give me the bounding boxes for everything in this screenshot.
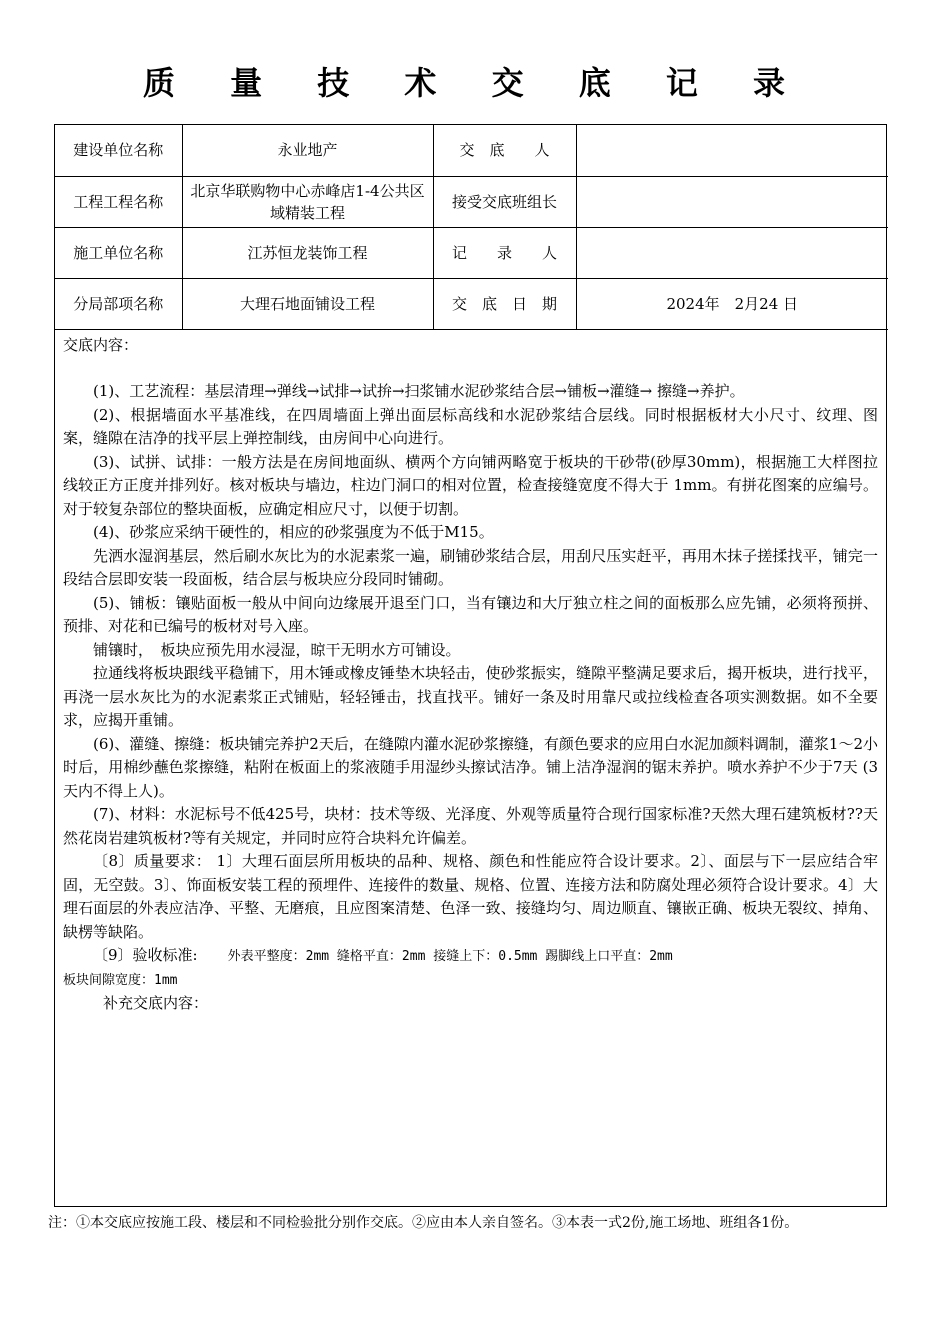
info-table: [55, 125, 888, 330]
value-team-leader: [576, 176, 888, 227]
value-disclosure-date: 2024年 2月24 日: [576, 278, 888, 329]
paragraph: (5)、铺板：镶贴面板一般从中间向边缘展开退至门口，当有镶边和大厅独立柱之间的面板那么应先铺，必须将预拼、预排、对花和已编号的板材对号入座。: [63, 593, 878, 635]
disclosure-content: [55, 330, 886, 1016]
value-recorder: [576, 227, 888, 278]
label-contractor: 施工单位名称: [55, 227, 182, 278]
table-row: [55, 227, 888, 278]
table-row: [55, 125, 888, 176]
label-discloser: 交 底 人: [433, 125, 576, 176]
acceptance-tail: 板块间隙宽度：1mm: [63, 972, 178, 988]
value-sub-project: 大理石地面铺设工程: [182, 278, 433, 329]
value-contractor: 江苏恒龙装饰工程: [182, 227, 433, 278]
paragraph: 先洒水湿润基层，然后刷水灰比为的水泥素浆一遍，刷铺砂浆结合层，用刮尺压实赶平，再用木抹子搓揉找平，铺完一段结合层即安装一段面板，结合层与板块应分段同时铺砌。: [63, 546, 878, 588]
table-row: [55, 278, 888, 329]
disclosure-form: [54, 124, 887, 1207]
value-project-name: 北京华联购物中心赤峰店1-4公共区域精装工程: [182, 176, 433, 227]
value-construction-unit: 永业地产: [182, 125, 433, 176]
paragraph: 〔8〕质量要求： 1〕大理石面层所用板块的品种、规格、颜色和性能应符合设计要求。2〕、面层与下一层应结合牢固，无空鼓。3〕、饰面板安装工程的预埋件、连接件的数量、规格、位置、连接方法和防腐处理必须符合设计要求。4〕大理石面层的外表应洁净、平整、无磨痕，且应图案清楚、色泽一致、接缝均匀、周边顺直、镶嵌正确、板块无裂纹、掉角、缺楞等缺陷。: [63, 852, 878, 941]
supplement-heading: 补充交底内容：: [103, 994, 209, 1012]
label-project-name: 工程工程名称: [55, 176, 182, 227]
paragraph: 铺镶时， 板块应预先用水浸湿，晾干无明水方可铺设。: [93, 640, 461, 659]
paragraph: (7)、材料：水泥标号不低425号，块材：技术等级、光泽度、外观等质量符合现行国家标准?天然大理石建筑板材??天然花岗岩建筑板材?等有关规定，并同时应符合块料允许偏差。: [63, 805, 878, 847]
label-disclosure-date: 交 底 日 期: [433, 278, 576, 329]
table-row: [55, 176, 888, 227]
acceptance-prefix: 〔9〕验收标准:: [93, 946, 198, 964]
paragraph: (3)、试拼、试排：一般方法是在房间地面纵、横两个方向铺两略宽于板块的干砂带(砂厚30mm)，根据施工大样图拉线较正方正度并排列好。核对板块与墙边，柱边门洞口的相对位置，检查接缝宽度不得大于 1mm。有拼花图案的应编号。对于较复杂部位的整块面板，应确定相应尺寸，以便于切割。: [63, 452, 878, 518]
paragraph: (6)、灌缝、擦缝：板块铺完养护2天后，在缝隙内灌水泥砂浆擦缝，有颜色要求的应用白水泥加颜料调制，灌浆1～2小时后，用棉纱蘸色浆擦缝，粘附在板面上的浆液随手用湿纱头擦试洁净。铺上洁净湿润的锯末养护。喷水养护不少于7天 (3天内不得上人)。: [63, 734, 878, 800]
page-title: 质 量 技 术 交 底 记 录: [143, 64, 807, 102]
paragraph: (1)、工艺流程：基层清理→弹线→试排→试拚→扫浆铺水泥砂浆结合层→铺板→灌缝→ 擦缝→养护。: [93, 382, 745, 400]
acceptance-standard: [63, 944, 878, 969]
label-recorder: 记 录 人: [433, 227, 576, 278]
label-construction-unit: 建设单位名称: [55, 125, 182, 176]
paragraph: 拉通线将板块跟线平稳铺下，用木锤或橡皮锤垫木块轻击，使砂浆振实，缝隙平整满足要求后，揭开板块，进行找平，再浇一层水灰比为的水泥素浆正式铺贴，轻轻锤击，找直找平。铺好一条及时用靠尺或拉线检查各项实测数据。如不全要求，应揭开重铺。: [63, 664, 878, 729]
label-sub-project: 分局部项名称: [55, 278, 182, 329]
paragraph: (4)、砂浆应采纳干硬性的，相应的砂浆强度为不低于M15。: [93, 523, 494, 541]
label-team-leader: 接受交底班组长: [433, 176, 576, 227]
paragraph: (2)、根据墙面水平基准线，在四周墙面上弹出面层标高线和水泥砂浆结合层线。同时根据板材大小尺寸、纹理、图案，缝隙在洁净的找平层上弹控制线，由房间中心向进行。: [63, 405, 878, 447]
content-heading: 交底内容：: [63, 335, 139, 354]
acceptance-items: 外表平整度：2mm 缝格平直：2mm 接缝上下：0.5mm 踢脚线上口平直：2mm: [227, 949, 673, 964]
value-discloser: [576, 125, 888, 176]
footnote: 注：①本交底应按施工段、楼层和不同检验批分别作交底。②应由本人亲自签名。③本表一式2份,施工场地、班组各1份。: [48, 1215, 799, 1231]
